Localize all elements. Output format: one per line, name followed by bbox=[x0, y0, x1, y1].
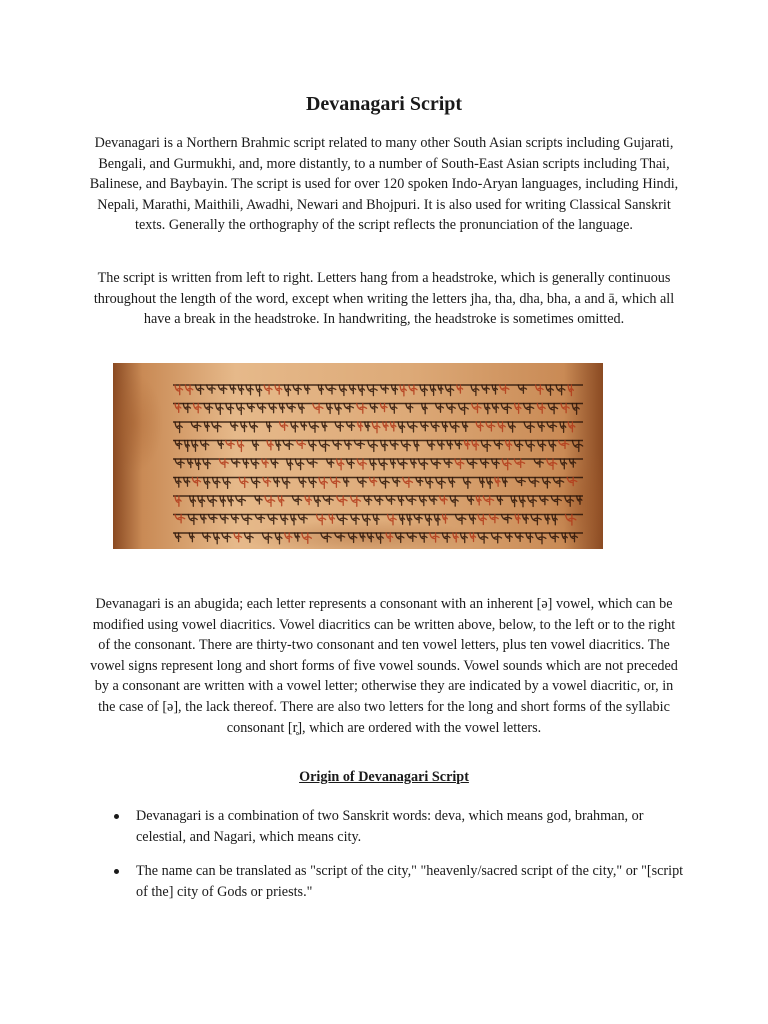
origin-heading: Origin of Devanagari Script bbox=[299, 769, 469, 785]
intro-paragraph: Devanagari is a Northern Brahmic script related to many other South Asian scripts including Gujarati, Bengali, and Gurmukhi, and, more distantly, to a number of South-East Asian scripts including Thai, Balinese, and Baybayin. The script is used for over 120 spoken Indo-Aryan languages, including Hindi, Nepali, Marathi, Maithili, Awadhi, Newari and Bhojpuri. It is also used for writing Classical Sanskrit texts. Generally the orthography of the script reflects the pronunciation of the language. bbox=[89, 135, 679, 234]
page-title: Devanagari Script bbox=[305, 93, 463, 115]
list-item-text: Devanagari is a combination of two Sanskrit words: deva, which means god, brahman, or celestial, and Nagari, which means city. bbox=[136, 808, 644, 845]
manuscript-illustration bbox=[113, 363, 603, 549]
abugida-paragraph: Devanagari is an abugida; each letter represents a consonant with an inherent [ə] vowel, which can be modified using vowel diacritics. Vowel diacritics can be written above, below, to the left or to the right of the consonant. There are thirty-two consonant and ten vowel letters, plus ten vowel diacritics. The vowel signs represent long and short forms of five vowel sounds. Vowel sounds which are not preceded by a consonant are written with a vowel letter; otherwise they are indicated by a vowel diacritic, or, in the case of [ə], the lack thereof. There are also two letters for the long and short forms of the syllabic consonant [r̥], which are ordered with the vowel letters. bbox=[90, 596, 678, 736]
bullet-icon bbox=[114, 869, 119, 874]
bullet-icon bbox=[114, 814, 119, 819]
list-item bbox=[108, 806, 688, 847]
list-item-text: The name can be translated as "script of the city," "heavenly/sacred script of the city," or "[script of the] city of Gods or priests." bbox=[136, 863, 684, 900]
origin-bullet-list bbox=[108, 806, 688, 916]
manuscript-image bbox=[113, 363, 603, 549]
writing-direction-paragraph: The script is written from left to right. Letters hang from a headstroke, which is generally continuous throughout the length of the word, except when writing the letters jha, tha, dha, bha, a and ā, which all have a break in the headstroke. In handwriting, the headstroke is sometimes omitted. bbox=[93, 270, 675, 328]
list-item bbox=[108, 861, 688, 902]
